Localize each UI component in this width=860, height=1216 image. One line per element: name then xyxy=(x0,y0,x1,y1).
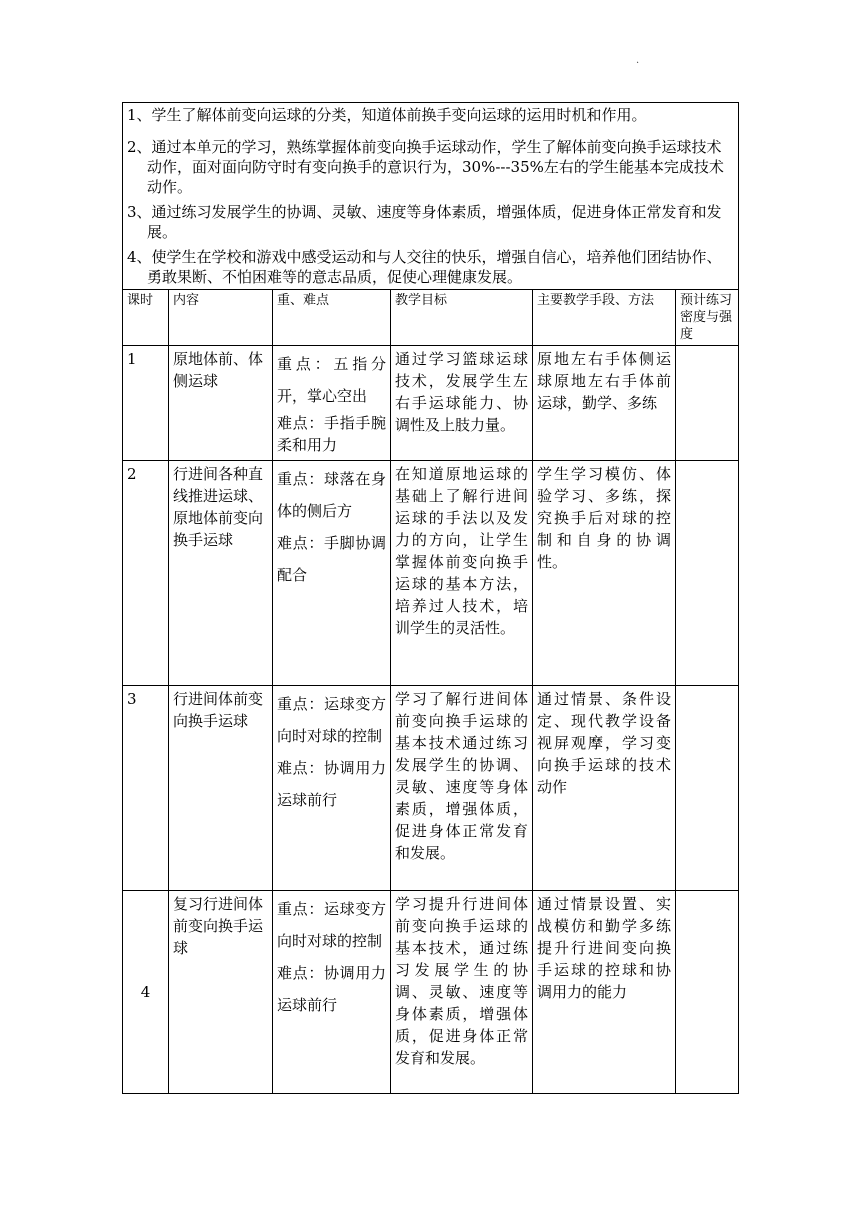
lesson-goal: 学习提升行进间体前变向换手运球的基本技术，通过练习发展学生的协调、灵敏、速度等身体素质，增强体质，促进身体正常发育和发展。 xyxy=(391,891,533,1094)
lesson-content: 行进间体前变向换手运球 xyxy=(169,686,273,891)
lesson-goal: 通过学习篮球运球技术，发展学生左右手运球能力、协调性及上肢力量。 xyxy=(391,346,533,461)
table-row xyxy=(123,346,739,461)
unit-plan-table xyxy=(122,102,739,1094)
key-point: 重点：五指分开，掌心空出 xyxy=(277,355,386,405)
lesson-methods: 通过情景、条件设定、现代教学设备视屏观摩，学习变向换手运球的技术动作 xyxy=(533,686,676,891)
header-key-points: 重、难点 xyxy=(273,290,391,346)
lesson-number: 4 xyxy=(123,891,169,1094)
header-lesson: 课时 xyxy=(123,290,169,346)
lesson-key-points xyxy=(273,346,391,461)
lesson-key-points xyxy=(273,891,391,1094)
lesson-number: 3 xyxy=(123,686,169,891)
lesson-density xyxy=(676,891,739,1094)
key-point: 重点：运球变方向时对球的控制 xyxy=(277,900,386,950)
lesson-goal: 学习了解行进间体前变向换手运球的基本技术通过练习发展学生的协调、灵敏、速度等身体素质，增强体质，促进身体正常发育和发展。 xyxy=(391,686,533,891)
lesson-content: 原地体前、体侧运球 xyxy=(169,346,273,461)
lesson-key-points xyxy=(273,686,391,891)
page-marker-dot: · xyxy=(636,58,640,69)
header-row xyxy=(123,290,739,346)
lesson-content: 复习行进间体前变向换手运球 xyxy=(169,891,273,1094)
objective-2: 2、通过本单元的学习，熟练掌握体前变向换手运球动作，学生了解体前变向换手运球技术动作，面对面向防守时有变向换手的意识行为，30%---35%左右的学生能基本完成技术动作。 xyxy=(127,138,724,196)
lesson-content: 行进间各种直线推进运球、原地体前变向换手运球 xyxy=(169,461,273,686)
difficulty-point: 难点：手指手腕柔和用力 xyxy=(277,414,386,454)
table-row xyxy=(123,461,739,686)
difficulty-point: 难点：协调用力运球前行 xyxy=(277,759,386,809)
key-point: 重点：运球变方向时对球的控制 xyxy=(277,695,386,745)
header-density: 预计练习密度与强度 xyxy=(676,290,739,346)
lesson-methods: 通过情景设置、实战模仿和勤学多练提升行进间变向换手运球的控球和协调用力的能力 xyxy=(533,891,676,1094)
difficulty-point: 难点：手脚协调配合 xyxy=(277,534,386,584)
difficulty-point: 难点：协调用力运球前行 xyxy=(277,964,386,1014)
unit-objectives xyxy=(123,103,739,290)
lesson-key-points xyxy=(273,461,391,686)
header-methods: 主要教学手段、方法 xyxy=(533,290,676,346)
lesson-methods: 原地左右手体侧运球原地左右手体前运球，勤学、多练 xyxy=(533,346,676,461)
lesson-density xyxy=(676,346,739,461)
header-content: 内容 xyxy=(169,290,273,346)
objective-3: 3、通过练习发展学生的协调、灵敏、速度等身体素质，增强体质，促进身体正常发育和发展。 xyxy=(127,203,722,241)
lesson-density xyxy=(676,686,739,891)
objectives-row xyxy=(123,103,739,290)
lesson-methods: 学生学习模仿、体验学习、多练，探究换手后对球的控制和自身的协调性。 xyxy=(533,461,676,686)
objective-1: 1、学生了解体前变向运球的分类，知道体前换手变向运球的运用时机和作用。 xyxy=(127,106,647,124)
lesson-number: 1 xyxy=(123,346,169,461)
key-point: 重点：球落在身体的侧后方 xyxy=(277,470,386,520)
objective-4: 4、使学生在学校和游戏中感受运动和与人交往的快乐，增强自信心，培养他们团结协作、勇敢果断、不怕困难等的意志品质，促使心理健康发展。 xyxy=(127,248,722,286)
lesson-goal: 在知道原地运球的基础上了解行进间运球的手法以及发力的方向，让学生掌握体前变向换手运球的基本方法，培养过人技术，培训学生的灵活性。 xyxy=(391,461,533,686)
lesson-number: 2 xyxy=(123,461,169,686)
lesson-density xyxy=(676,461,739,686)
table-row xyxy=(123,891,739,1094)
table-row xyxy=(123,686,739,891)
header-goal: 教学目标 xyxy=(391,290,533,346)
